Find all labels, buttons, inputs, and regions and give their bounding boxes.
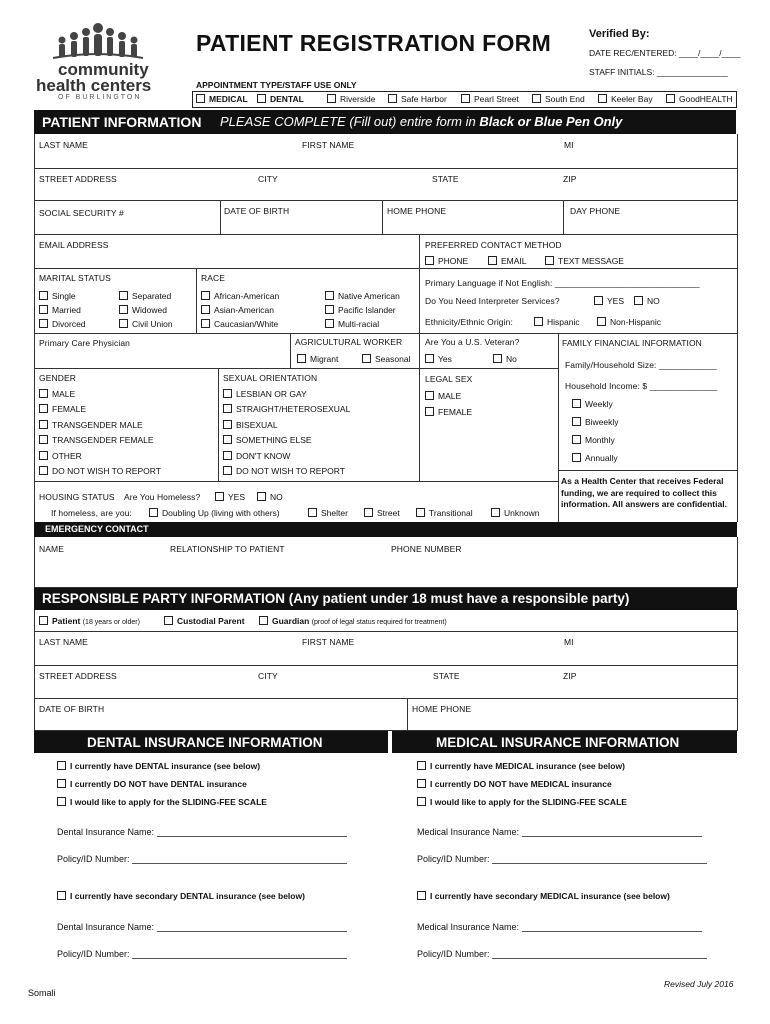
primary-care-physician-field[interactable]: Primary Care Physician	[39, 338, 131, 348]
race-label: RACE	[201, 273, 226, 283]
homeless-unknown-checkbox[interactable]: Unknown	[491, 508, 539, 518]
federal-funding-note: As a Health Center that receives Federal funding, we are required to collect this information. All answers are confidential.	[561, 476, 727, 509]
if-homeless-label: If homeless, are you:	[51, 508, 132, 518]
state-field[interactable]: STATE	[432, 174, 459, 184]
homeless-street-checkbox[interactable]: Street	[364, 508, 400, 518]
gender-male-checkbox[interactable]: MALE	[39, 389, 75, 399]
contact-email-checkbox[interactable]: EMAIL	[488, 256, 527, 266]
medical-insurance-name-field[interactable]: Medical Insurance Name:	[417, 827, 702, 837]
income-weekly-checkbox[interactable]: Weekly	[572, 399, 613, 409]
responsible-guardian-checkbox[interactable]: Guardian (proof of legal status required for treatment)	[259, 616, 447, 626]
homeless-no-checkbox[interactable]: NO	[257, 492, 283, 502]
medical-no-insurance-checkbox[interactable]: I currently DO NOT have MEDICAL insurance	[417, 779, 612, 789]
gender-trans-female-checkbox[interactable]: TRANSGENDER FEMALE	[39, 435, 154, 445]
veteran-yes-checkbox[interactable]: Yes	[425, 354, 452, 364]
housing-status-label: HOUSING STATUS	[39, 492, 115, 502]
gender-other-checkbox[interactable]: OTHER	[39, 451, 82, 461]
veteran-label: Are You a U.S. Veteran?	[425, 337, 520, 347]
dental-sliding-fee-checkbox[interactable]: I would like to apply for the SLIDING-FEE SCALE	[57, 797, 267, 807]
income-biweekly-checkbox[interactable]: Biweekly	[572, 417, 619, 427]
marital-separated-checkbox[interactable]: Separated	[119, 291, 171, 301]
responsible-custodial-checkbox[interactable]: Custodial Parent	[164, 616, 245, 626]
dental-no-insurance-checkbox[interactable]: I currently DO NOT have DENTAL insurance	[57, 779, 247, 789]
emergency-name-field[interactable]: NAME	[39, 544, 64, 554]
appt-riverside-checkbox[interactable]: Riverside	[327, 94, 375, 104]
people-logo-icon	[48, 20, 148, 62]
medical-policy-field[interactable]: Policy/ID Number:	[417, 854, 707, 864]
emergency-contact-bar	[34, 522, 737, 537]
responsible-zip-field[interactable]: ZIP	[563, 671, 577, 681]
responsible-first-name-field[interactable]: FIRST NAME	[302, 637, 355, 647]
emergency-contact-frame	[34, 537, 738, 588]
first-name-field[interactable]: FIRST NAME	[302, 140, 355, 150]
veteran-no-checkbox[interactable]: No	[493, 354, 517, 364]
homeless-yes-checkbox[interactable]: YES	[215, 492, 245, 502]
logo-line1: community	[58, 60, 149, 79]
language-label: Somali	[28, 988, 56, 998]
legal-sex-label: LEGAL SEX	[425, 374, 473, 384]
orientation-lesbian-gay-checkbox[interactable]: LESBIAN OR GAY	[223, 389, 307, 399]
interpreter-yes-checkbox[interactable]: YES	[594, 296, 624, 306]
appt-medical-checkbox[interactable]: MEDICAL	[196, 94, 248, 104]
logo-line3: OF BURLINGTON	[58, 94, 142, 101]
ethnicity-label: Ethnicity/Ethnic Origin:	[425, 317, 513, 327]
marital-divorced-checkbox[interactable]: Divorced	[39, 319, 86, 329]
responsible-dob-field[interactable]: DATE OF BIRTH	[39, 704, 105, 714]
dob-field[interactable]: DATE OF BIRTH	[224, 206, 290, 216]
dental-insurance-name-2-field[interactable]: Dental Insurance Name:	[57, 922, 347, 932]
verified-by-label: Verified By:	[589, 28, 650, 40]
gender-no-report-checkbox[interactable]: DO NOT WISH TO REPORT	[39, 466, 161, 476]
homeless-question: Are You Homeless?	[124, 492, 201, 502]
marital-status-label: MARITAL STATUS	[39, 273, 111, 283]
orientation-something-else-checkbox[interactable]: SOMETHING ELSE	[223, 435, 312, 445]
page-title: PATIENT REGISTRATION FORM	[196, 30, 552, 56]
mi-field[interactable]: MI	[564, 140, 574, 150]
contact-text-checkbox[interactable]: TEXT MESSAGE	[545, 256, 624, 266]
zip-field[interactable]: ZIP	[563, 174, 577, 184]
staff-initials-field[interactable]: STAFF INITIALS: _______________	[589, 67, 728, 77]
homeless-transitional-checkbox[interactable]: Transitional	[416, 508, 473, 518]
medical-policy-2-field[interactable]: Policy/ID Number:	[417, 949, 707, 959]
street-address-field[interactable]: STREET ADDRESS	[39, 174, 117, 184]
family-size-field[interactable]: Family/Household Size: ____________	[565, 360, 717, 370]
contact-phone-checkbox[interactable]: PHONE	[425, 256, 468, 266]
interpreter-label: Do You Need Interpreter Services?	[425, 296, 560, 306]
legal-sex-male-checkbox[interactable]: MALE	[425, 391, 461, 401]
preferred-contact-label: PREFERRED CONTACT METHOD	[425, 240, 562, 250]
emergency-contact-heading: EMERGENCY CONTACT	[45, 524, 149, 534]
race-pacific-islander-checkbox[interactable]: Pacific Islander	[325, 305, 396, 315]
ssn-field[interactable]: SOCIAL SECURITY #	[39, 208, 124, 218]
race-multi-racial-checkbox[interactable]: Multi-racial	[325, 319, 379, 329]
appt-dental-checkbox[interactable]: DENTAL	[257, 94, 304, 104]
appt-south-end-checkbox[interactable]: South End	[532, 94, 585, 104]
emergency-relationship-field[interactable]: RELATIONSHIP TO PATIENT	[170, 544, 285, 554]
marital-married-checkbox[interactable]: Married	[39, 305, 81, 315]
ag-seasonal-checkbox[interactable]: Seasonal	[362, 354, 410, 364]
responsible-state-field[interactable]: STATE	[433, 671, 460, 681]
dental-has-insurance-checkbox[interactable]: I currently have DENTAL insurance (see below)	[57, 761, 260, 771]
marital-civil-union-checkbox[interactable]: Civil Union	[119, 319, 173, 329]
primary-language-field[interactable]: Primary Language if Not English: ______________________________	[425, 278, 700, 288]
patient-info-instruction: PLEASE COMPLETE (Fill out) entire form in Black or Blue Pen Only	[220, 114, 623, 129]
email-field[interactable]: EMAIL ADDRESS	[39, 240, 109, 250]
gender-female-checkbox[interactable]: FEMALE	[39, 404, 86, 414]
last-name-field[interactable]: LAST NAME	[39, 140, 88, 150]
emergency-phone-field[interactable]: PHONE NUMBER	[391, 544, 462, 554]
income-monthly-checkbox[interactable]: Monthly	[572, 435, 615, 445]
city-field[interactable]: CITY	[258, 174, 278, 184]
responsible-city-field[interactable]: CITY	[258, 671, 278, 681]
medical-sliding-fee-checkbox[interactable]: I would like to apply for the SLIDING-FEE SCALE	[417, 797, 627, 807]
dental-insurance-name-field[interactable]: Dental Insurance Name:	[57, 827, 347, 837]
date-rec-field[interactable]: DATE REC/ENTERED: ____/____/____	[589, 48, 741, 58]
patient-info-bar	[34, 110, 736, 134]
race-african-american-checkbox[interactable]: African-American	[201, 291, 279, 301]
responsible-party-bar	[34, 588, 737, 610]
patient-info-heading: PATIENT INFORMATION	[42, 114, 202, 130]
appt-keeler-bay-checkbox[interactable]: Keeler Bay	[598, 94, 653, 104]
medical-insurance-name-2-field[interactable]: Medical Insurance Name:	[417, 922, 702, 932]
appt-goodhealth-checkbox[interactable]: GoodHEALTH	[666, 94, 733, 104]
logo-line2: health centers	[36, 76, 152, 95]
orientation-no-report-checkbox[interactable]: DO NOT WISH TO REPORT	[223, 466, 345, 476]
responsible-last-name-field[interactable]: LAST NAME	[39, 637, 88, 647]
legal-sex-female-checkbox[interactable]: FEMALE	[425, 407, 472, 417]
marital-widowed-checkbox[interactable]: Widowed	[119, 305, 167, 315]
medical-insurance-heading: MEDICAL INSURANCE INFORMATION	[436, 735, 680, 750]
orientation-bisexual-checkbox[interactable]: BISEXUAL	[223, 420, 278, 430]
responsible-home-phone-field[interactable]: HOME PHONE	[412, 704, 472, 714]
marital-single-checkbox[interactable]: Single	[39, 291, 76, 301]
agricultural-worker-label: AGRICULTURAL WORKER	[295, 337, 403, 347]
appt-safe-harbor-checkbox[interactable]: Safe Harbor	[388, 94, 447, 104]
medical-secondary-checkbox[interactable]: I currently have secondary MEDICAL insurance (see below)	[417, 891, 670, 901]
appt-pearl-street-checkbox[interactable]: Pearl Street	[461, 94, 519, 104]
interpreter-no-checkbox[interactable]: NO	[634, 296, 660, 306]
gender-label: GENDER	[39, 373, 76, 383]
responsible-patient-checkbox[interactable]: Patient (18 years or older)	[39, 616, 140, 626]
homeless-shelter-checkbox[interactable]: Shelter	[308, 508, 348, 518]
ag-migrant-checkbox[interactable]: Migrant	[297, 354, 338, 364]
dental-secondary-checkbox[interactable]: I currently have secondary DENTAL insurance (see below)	[57, 891, 305, 901]
day-phone-field[interactable]: DAY PHONE	[570, 206, 621, 216]
responsible-party-heading: RESPONSIBLE PARTY INFORMATION (Any patient under 18 must have a responsible party)	[42, 591, 630, 606]
race-asian-american-checkbox[interactable]: Asian-American	[201, 305, 274, 315]
appointment-type-label: APPOINTMENT TYPE/STAFF USE ONLY	[196, 80, 357, 90]
dental-insurance-heading: DENTAL INSURANCE INFORMATION	[87, 735, 323, 750]
responsible-street-field[interactable]: STREET ADDRESS	[39, 671, 117, 681]
sexual-orientation-label: SEXUAL ORIENTATION	[223, 373, 318, 383]
home-phone-field[interactable]: HOME PHONE	[387, 206, 447, 216]
income-annually-checkbox[interactable]: Annually	[572, 453, 618, 463]
ethnicity-hispanic-checkbox[interactable]: Hispanic	[534, 317, 580, 327]
medical-has-insurance-checkbox[interactable]: I currently have MEDICAL insurance (see below)	[417, 761, 625, 771]
race-native-american-checkbox[interactable]: Native American	[325, 291, 400, 301]
responsible-mi-field[interactable]: MI	[564, 637, 574, 647]
homeless-doubling-up-checkbox[interactable]: Doubling Up (living with others)	[149, 508, 280, 518]
family-financial-label: FAMILY FINANCIAL INFORMATION	[562, 338, 702, 348]
dental-policy-2-field[interactable]: Policy/ID Number:	[57, 949, 347, 959]
logo	[30, 20, 170, 100]
dental-insurance-bar	[34, 731, 388, 753]
gender-trans-male-checkbox[interactable]: TRANSGENDER MALE	[39, 420, 143, 430]
ethnicity-non-hispanic-checkbox[interactable]: Non-Hispanic	[597, 317, 661, 327]
household-income-field[interactable]: Household Income: $ ______________	[565, 381, 718, 391]
revised-date: Revised July 2016	[664, 979, 734, 989]
responsible-party-frame	[34, 610, 738, 731]
dental-policy-field[interactable]: Policy/ID Number:	[57, 854, 347, 864]
race-caucasian-checkbox[interactable]: Caucasian/White	[201, 319, 278, 329]
medical-insurance-bar	[392, 731, 737, 753]
orientation-dont-know-checkbox[interactable]: DON'T KNOW	[223, 451, 290, 461]
orientation-straight-checkbox[interactable]: STRAIGHT/HETEROSEXUAL	[223, 404, 350, 414]
